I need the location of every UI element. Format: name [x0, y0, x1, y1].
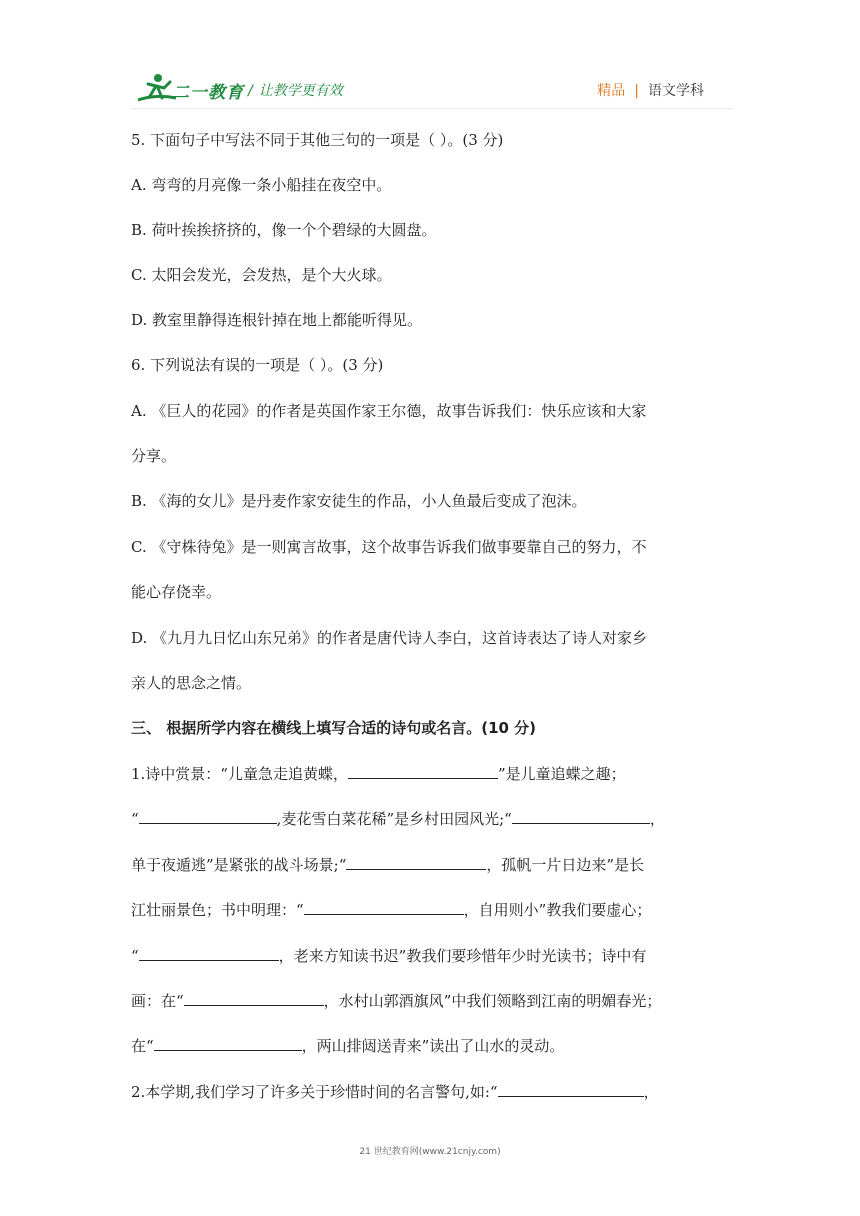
- text-segment: ,麦花雪白菜花稀”是乡村田园风光;“: [276, 810, 512, 828]
- text-segment: ，孤帆一片日边来”是长: [486, 856, 645, 874]
- text-segment: ，: [643, 1083, 659, 1101]
- text-segment: 在“: [131, 1037, 154, 1055]
- text-segment: ，: [649, 810, 665, 828]
- header-divider: |: [634, 83, 639, 99]
- poem-line-6: [131, 991, 661, 1011]
- fill-blank[interactable]: [139, 946, 279, 961]
- logo-text: 二一教育: [172, 83, 244, 103]
- fill-blank[interactable]: [184, 991, 324, 1006]
- text-segment: ，两山排闼送青来”读出了山水的灵动。: [301, 1037, 565, 1055]
- fill-blank[interactable]: [498, 1082, 644, 1097]
- page-footer: 21 世纪教育网(www.21cnjy.com): [359, 1147, 501, 1157]
- q5-stem: 5. 下面句子中写法不同于其他三句的一项是（ ）。(3 分): [131, 131, 504, 149]
- poem-line-7: [131, 1036, 564, 1056]
- q6-option-a-line2: 分享。: [131, 447, 177, 465]
- q5-option-c: C. 太阳会发光，会发热，是个大火球。: [131, 266, 392, 284]
- fill-blank[interactable]: [139, 809, 277, 824]
- q5-option-d: D. 教室里静得连根针掉在地上都能听得见。: [131, 311, 423, 329]
- section3-title: 三、 根据所学内容在横线上填写合适的诗句或名言。(10 分): [131, 719, 537, 737]
- text-segment: ，自用则小”教我们要虚心；: [463, 901, 652, 919]
- q6-option-d-line1: D. 《九月九日忆山东兄弟》的作者是唐代诗人李白，这首诗表达了诗人对家乡: [131, 629, 648, 647]
- poem-line-5: [131, 946, 646, 966]
- text-segment: 画：在“: [131, 992, 184, 1010]
- q6-option-c-line2: 能心存侥幸。: [131, 583, 222, 601]
- fill-blank[interactable]: [346, 855, 486, 870]
- text-segment: ，老来方知读书迟”教我们要珍惜年少时光读书；诗中有: [278, 947, 647, 965]
- header-label: [597, 80, 704, 100]
- text-segment: “: [131, 947, 139, 965]
- page-header: [0, 0, 860, 110]
- q6-stem: 6. 下列说法有误的一项是（ ）。(3 分): [131, 356, 384, 374]
- subject-label: 语文学科: [648, 83, 704, 99]
- poem-line-4: [131, 900, 651, 920]
- text-segment: 2.本学期,我们学习了许多关于珍惜时间的名言警句,如:“: [131, 1083, 498, 1101]
- text-segment: 1.诗中赏景：“儿童急走追黄蝶，: [131, 765, 348, 783]
- poem-line-2: [131, 809, 665, 829]
- quote-line-1: [131, 1082, 659, 1102]
- slogan: / 让教学更有效: [248, 83, 343, 99]
- header-rule: [132, 108, 732, 109]
- q5-option-b: B. 荷叶挨挨挤挤的，像一个个碧绿的大圆盘。: [131, 221, 437, 239]
- fill-blank[interactable]: [154, 1036, 302, 1051]
- q5-option-a: A. 弯弯的月亮像一条小船挂在夜空中。: [131, 176, 392, 194]
- q6-option-c-line1: C. 《守株待兔》是一则寓言故事，这个故事告诉我们做事要靠自己的努力，不: [131, 538, 647, 556]
- text-segment: ，水村山郭酒旗风”中我们领略到江南的明媚春光；: [323, 992, 662, 1010]
- fill-blank[interactable]: [304, 900, 464, 915]
- text-segment: “: [131, 810, 139, 828]
- poem-line-3: [131, 855, 644, 875]
- premium-label: 精品: [597, 83, 626, 99]
- q6-option-a-line1: A. 《巨人的花园》的作者是英国作家王尔德，故事告诉我们：快乐应该和大家: [131, 402, 647, 420]
- slogan-text: 让教学更有效: [258, 83, 343, 99]
- poem-line-1: [131, 764, 626, 784]
- text-segment: ”是儿童追蝶之趣；: [497, 765, 626, 783]
- text-segment: 单于夜遁逃”是紧张的战斗场景;“: [131, 856, 347, 874]
- q6-option-b: B. 《海的女儿》是丹麦作家安徒生的作品，小人鱼最后变成了泡沫。: [131, 492, 587, 510]
- text-segment: 江壮丽景色；书中明理：“: [131, 901, 304, 919]
- fill-blank[interactable]: [512, 809, 650, 824]
- q6-option-d-line2: 亲人的思念之情。: [131, 674, 252, 692]
- fill-blank[interactable]: [348, 764, 498, 779]
